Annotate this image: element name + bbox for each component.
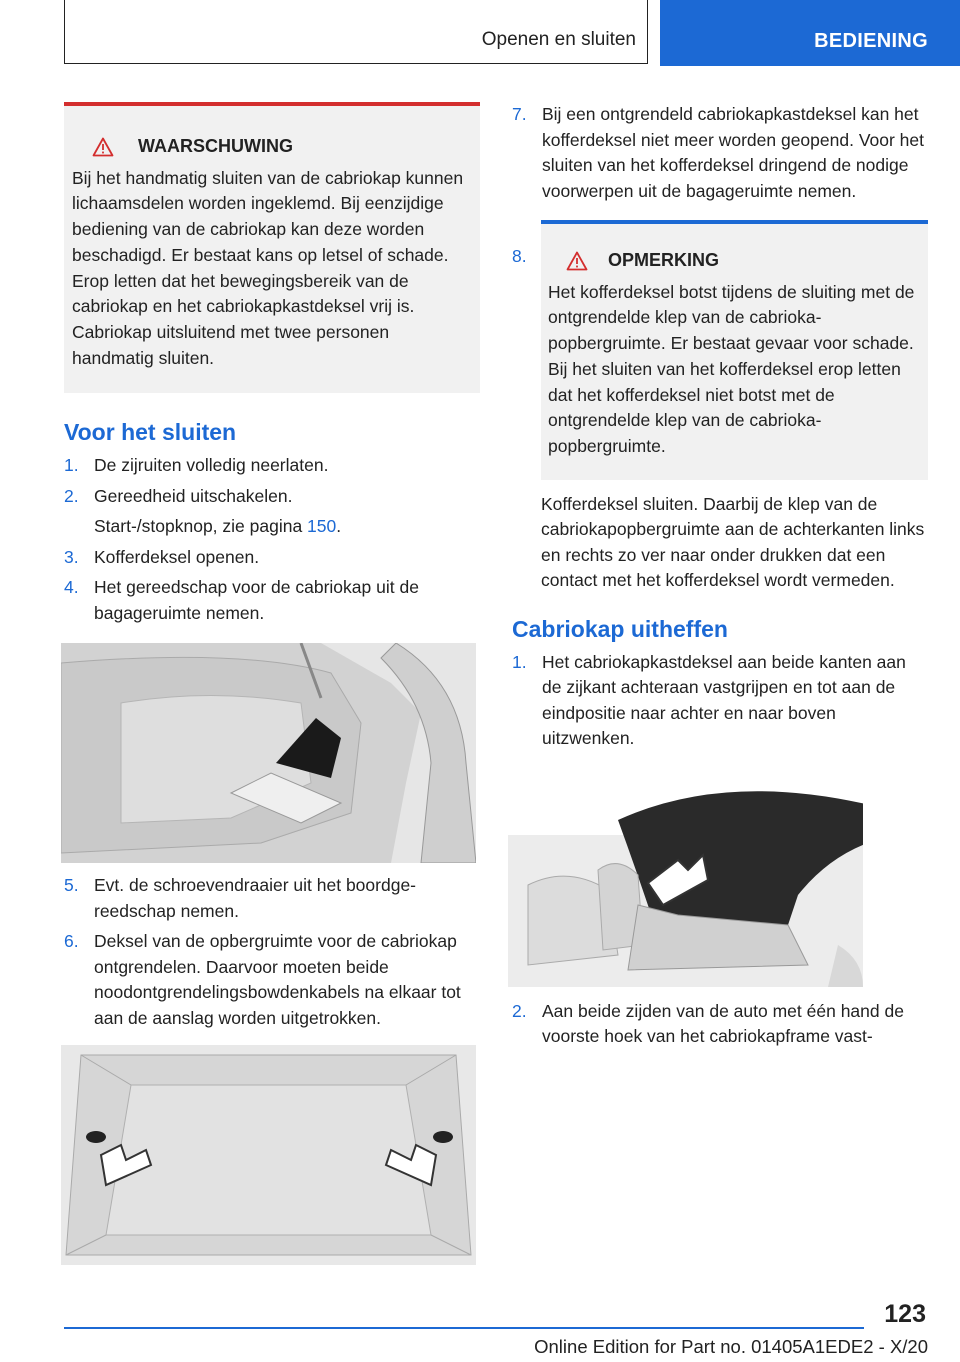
warning-title: WAARSCHUWING xyxy=(138,136,293,156)
step-number: 8. xyxy=(512,246,527,266)
note-header xyxy=(548,248,920,274)
steps-list-uitheffen xyxy=(512,650,928,752)
trunk-open-illustration xyxy=(61,643,476,863)
convertible-top-illustration xyxy=(508,775,863,987)
warning-box xyxy=(64,102,480,393)
note-text: Het kofferdeksel botst tijdens de sluiting met de ontgrendelde klep van de cabriokapopbergruimte. Er bestaat gevaar voor schade. Bij het sluiten van het kofferdeksel erop letten dat het kofferdeksel niet botst met de ontgrendelde klep van de cabriokapopbergruimte. xyxy=(548,281,915,456)
step-item: 2. Aan beide zijden van de auto met één hand de voorste hoek van het cabriokapframe vast- xyxy=(512,1000,904,1047)
right-column xyxy=(512,102,928,1050)
footer-edition: Online Edition for Part no. 01405A1EDE2 - X/20 xyxy=(534,1336,928,1357)
chapter-tab-label: BEDIENING xyxy=(814,30,928,52)
step-item: 1. Het cabriokapkastdeksel aan beide kanten aan de zijkant achteraan vastgrijpen en tot aan de eindpositie naar achter en naar boven uitzwenken. xyxy=(512,651,906,749)
step-item: 7. Bij een ontgrendeld cabriokapkastdeksel kan het kofferdeksel niet meer worden geopend. Voor het sluiten van het kofferdeksel dringend de nodige voorwerpen uit de bagageruimte nemen. xyxy=(512,104,925,201)
note-title: OPMERKING xyxy=(608,250,720,270)
footer-divider xyxy=(64,1327,864,1329)
trunk-release-illustration xyxy=(61,1045,476,1265)
step-subitem: Start-/stopknop, zie pagina 150. xyxy=(94,516,342,537)
step-item: 3. Kofferdeksel openen. xyxy=(64,546,260,567)
page-number: 123 xyxy=(884,1300,926,1328)
warning-text: Bij het handmatig sluiten van de cabriokap kunnen lichaamsdelen worden ingeklemd. Bij eenzijdige bediening van de cabriokap kan deze worden beschadigd. Er bestaat kans op letsel of schade. Erop letten dat het bewegingsbereik van de cabriokap en het cabriokapkastdeksel vrij is. Cabriokap uitsluitend met twee personen handmatig sluiten. xyxy=(72,167,464,368)
chapter-tab[interactable] xyxy=(660,0,960,66)
left-column xyxy=(64,102,480,1265)
step-item: 1. De zijruiten volledig neerlaten. xyxy=(64,455,329,476)
section-heading-cabriokap-uitheffen: Cabriokap uitheffen xyxy=(512,615,728,642)
step-8 xyxy=(512,220,928,480)
step-item: 2. Gereedheid uitschakelen. xyxy=(64,485,293,506)
section-title: Openen en sluiten xyxy=(481,29,636,50)
step-item: 5. Evt. de schroevendraaier uit het boordgereedschap nemen. xyxy=(64,875,416,921)
steps-list xyxy=(64,453,480,626)
note-box xyxy=(541,220,928,480)
page-link[interactable]: 150 xyxy=(307,516,337,537)
step-item: 6. Deksel van de opbergruimte voor de cabriokap ontgrendelen. Daarvoor moeten beide noodontgrendelingsbowdenkabels na elkaar tot aan de aanslag worden uitgetrokken. xyxy=(64,931,461,1028)
close-trunk-text: Kofferdeksel sluiten. Daarbij de klep van de cabriokapopbergruimte aan de achterkanten links en rechts zo ver naar onder drukken dat een contact met het kofferdeksel wordt vermeden. xyxy=(541,493,925,591)
warning-triangle-icon xyxy=(566,251,588,271)
steps-list-continued xyxy=(64,873,480,1031)
section-heading-voor-het-sluiten: Voor het sluiten xyxy=(64,419,237,446)
steps-list-uitheffen-continued xyxy=(512,999,928,1050)
warning-triangle-icon xyxy=(92,137,114,157)
steps-list-right xyxy=(512,102,928,204)
warning-header xyxy=(72,134,472,160)
step-item: 4. Het gereedschap voor de cabriokap uit de bagageruimte nemen. xyxy=(64,577,419,623)
